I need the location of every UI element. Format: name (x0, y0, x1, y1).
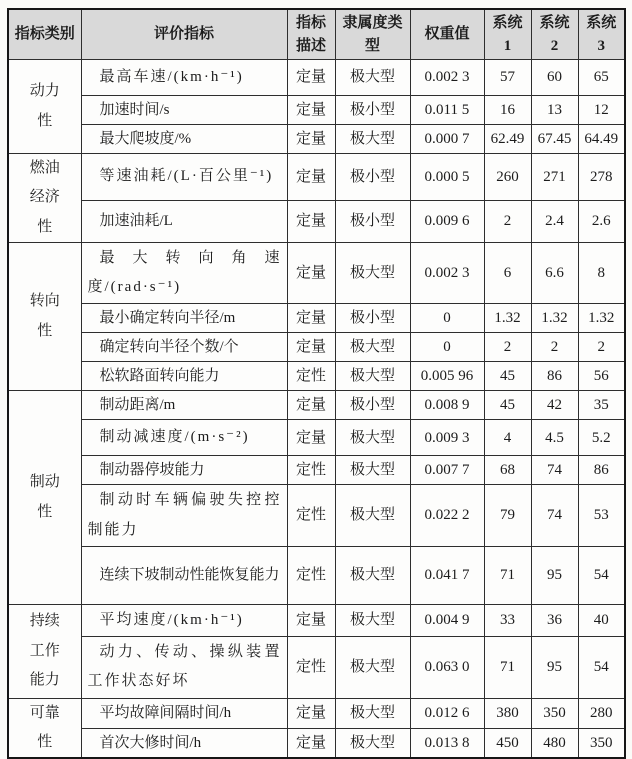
system-1-cell: 16 (484, 96, 531, 125)
desc-cell: 定性 (287, 637, 335, 699)
header-cell-0: 指标类别 (8, 9, 81, 60)
table-container (7, 8, 626, 759)
table-row (8, 485, 625, 547)
system-1-cell: 62.49 (484, 125, 531, 154)
desc-cell: 定量 (287, 420, 335, 456)
system-3-cell: 2 (578, 333, 625, 362)
membership-type-cell: 极小型 (335, 154, 410, 201)
system-1-cell: 33 (484, 604, 531, 636)
category-cell: 可靠性 (8, 698, 81, 758)
system-3-cell: 350 (578, 729, 625, 758)
indicator-cell: 等速油耗/(L·百公里⁻¹) (81, 154, 287, 201)
membership-type-cell: 极大型 (335, 485, 410, 547)
system-3-cell: 54 (578, 546, 625, 604)
system-1-cell: 4 (484, 420, 531, 456)
desc-cell: 定量 (287, 200, 335, 242)
table-body (8, 60, 625, 759)
desc-cell: 定量 (287, 698, 335, 729)
table-header (8, 9, 625, 60)
table-row (8, 242, 625, 304)
system-3-cell: 64.49 (578, 125, 625, 154)
system-3-cell: 86 (578, 456, 625, 485)
system-3-cell: 12 (578, 96, 625, 125)
system-3-cell: 8 (578, 242, 625, 304)
system-1-cell: 79 (484, 485, 531, 547)
system-2-cell: 67.45 (531, 125, 578, 154)
membership-type-cell: 极大型 (335, 729, 410, 758)
weight-cell: 0 (410, 304, 484, 333)
table-row (8, 96, 625, 125)
membership-type-cell: 极大型 (335, 456, 410, 485)
table-row (8, 698, 625, 729)
desc-cell: 定量 (287, 333, 335, 362)
table-row (8, 200, 625, 242)
weight-cell: 0.013 8 (410, 729, 484, 758)
system-3-cell: 65 (578, 60, 625, 96)
desc-cell: 定量 (287, 729, 335, 758)
system-2-cell: 6.6 (531, 242, 578, 304)
system-2-cell: 60 (531, 60, 578, 96)
weight-cell: 0.002 3 (410, 60, 484, 96)
system-2-cell: 480 (531, 729, 578, 758)
system-1-cell: 6 (484, 242, 531, 304)
system-2-cell: 74 (531, 456, 578, 485)
weight-cell: 0.000 5 (410, 154, 484, 201)
system-3-cell: 53 (578, 485, 625, 547)
weight-cell: 0.022 2 (410, 485, 484, 547)
weight-cell: 0.009 6 (410, 200, 484, 242)
category-cell: 动力性 (8, 60, 81, 154)
system-2-cell: 95 (531, 546, 578, 604)
membership-type-cell: 极大型 (335, 546, 410, 604)
system-2-cell: 4.5 (531, 420, 578, 456)
system-2-cell: 13 (531, 96, 578, 125)
header-cell-1: 评价指标 (81, 9, 287, 60)
system-3-cell: 40 (578, 604, 625, 636)
system-1-cell: 260 (484, 154, 531, 201)
weight-cell: 0.007 7 (410, 456, 484, 485)
system-3-cell: 280 (578, 698, 625, 729)
membership-type-cell: 极大型 (335, 125, 410, 154)
table-row (8, 729, 625, 758)
table-row (8, 391, 625, 420)
table-row (8, 420, 625, 456)
system-1-cell: 2 (484, 200, 531, 242)
indicator-cell: 平均速度/(km·h⁻¹) (81, 604, 287, 636)
desc-cell: 定量 (287, 60, 335, 96)
system-2-cell: 95 (531, 637, 578, 699)
indicator-cell: 最大爬坡度/% (81, 125, 287, 154)
system-2-cell: 2 (531, 333, 578, 362)
indicator-cell: 动力、传动、操纵装置工作状态好坏 (81, 637, 287, 699)
desc-cell: 定量 (287, 604, 335, 636)
weight-cell: 0.004 9 (410, 604, 484, 636)
header-cell-2: 指标描述 (287, 9, 335, 60)
system-3-cell: 56 (578, 362, 625, 391)
indicator-cell: 最小确定转向半径/m (81, 304, 287, 333)
table-row (8, 333, 625, 362)
table-row (8, 154, 625, 201)
table-row (8, 125, 625, 154)
desc-cell: 定量 (287, 242, 335, 304)
membership-type-cell: 极大型 (335, 420, 410, 456)
indicator-cell: 制动距离/m (81, 391, 287, 420)
indicator-cell: 制动减速度/(m·s⁻²) (81, 420, 287, 456)
weight-cell: 0.009 3 (410, 420, 484, 456)
weight-cell: 0.008 9 (410, 391, 484, 420)
membership-type-cell: 极大型 (335, 362, 410, 391)
system-2-cell: 2.4 (531, 200, 578, 242)
system-1-cell: 68 (484, 456, 531, 485)
system-1-cell: 450 (484, 729, 531, 758)
system-1-cell: 380 (484, 698, 531, 729)
system-2-cell: 350 (531, 698, 578, 729)
system-3-cell: 2.6 (578, 200, 625, 242)
indicator-cell: 最大转向角速度/(rad·s⁻¹) (81, 242, 287, 304)
weight-cell: 0.005 96 (410, 362, 484, 391)
system-1-cell: 45 (484, 391, 531, 420)
table-row (8, 456, 625, 485)
table-row (8, 304, 625, 333)
system-2-cell: 86 (531, 362, 578, 391)
table-row (8, 604, 625, 636)
table-row (8, 546, 625, 604)
system-1-cell: 57 (484, 60, 531, 96)
system-1-cell: 2 (484, 333, 531, 362)
desc-cell: 定性 (287, 362, 335, 391)
weight-cell: 0.002 3 (410, 242, 484, 304)
system-2-cell: 271 (531, 154, 578, 201)
membership-type-cell: 极大型 (335, 242, 410, 304)
header-cell-4: 权重值 (410, 9, 484, 60)
category-cell: 持续工作能力 (8, 604, 81, 698)
desc-cell: 定性 (287, 485, 335, 547)
system-2-cell: 74 (531, 485, 578, 547)
weight-cell: 0.012 6 (410, 698, 484, 729)
indicator-cell: 加速时间/s (81, 96, 287, 125)
header-cell-6: 系统 2 (531, 9, 578, 60)
membership-type-cell: 极小型 (335, 96, 410, 125)
system-3-cell: 54 (578, 637, 625, 699)
category-cell: 制动性 (8, 391, 81, 605)
system-3-cell: 5.2 (578, 420, 625, 456)
system-2-cell: 1.32 (531, 304, 578, 333)
desc-cell: 定量 (287, 96, 335, 125)
membership-type-cell: 极大型 (335, 60, 410, 96)
indicator-cell: 连续下坡制动性能恢复能力 (81, 546, 287, 604)
weight-cell: 0.041 7 (410, 546, 484, 604)
membership-type-cell: 极小型 (335, 304, 410, 333)
system-1-cell: 45 (484, 362, 531, 391)
system-3-cell: 1.32 (578, 304, 625, 333)
indicator-cell: 首次大修时间/h (81, 729, 287, 758)
indicator-cell: 制动器停坡能力 (81, 456, 287, 485)
table-row (8, 60, 625, 96)
weight-cell: 0.000 7 (410, 125, 484, 154)
category-cell: 转向性 (8, 242, 81, 391)
weight-cell: 0.063 0 (410, 637, 484, 699)
indicator-cell: 制动时车辆偏驶失控控制能力 (81, 485, 287, 547)
membership-type-cell: 极小型 (335, 391, 410, 420)
system-1-cell: 71 (484, 637, 531, 699)
weight-cell: 0.011 5 (410, 96, 484, 125)
indicator-cell: 加速油耗/L (81, 200, 287, 242)
desc-cell: 定量 (287, 304, 335, 333)
system-2-cell: 36 (531, 604, 578, 636)
indicator-cell: 平均故障间隔时间/h (81, 698, 287, 729)
indicator-cell: 确定转向半径个数/个 (81, 333, 287, 362)
indicator-cell: 松软路面转向能力 (81, 362, 287, 391)
category-cell: 燃油经济性 (8, 154, 81, 243)
system-3-cell: 278 (578, 154, 625, 201)
table-row (8, 362, 625, 391)
header-cell-7: 系统 3 (578, 9, 625, 60)
indicator-cell: 最高车速/(km·h⁻¹) (81, 60, 287, 96)
system-1-cell: 1.32 (484, 304, 531, 333)
membership-type-cell: 极大型 (335, 637, 410, 699)
evaluation-table (7, 8, 626, 759)
weight-cell: 0 (410, 333, 484, 362)
membership-type-cell: 极大型 (335, 333, 410, 362)
membership-type-cell: 极大型 (335, 698, 410, 729)
header-cell-3: 隶属度类型 (335, 9, 410, 60)
desc-cell: 定性 (287, 546, 335, 604)
system-3-cell: 35 (578, 391, 625, 420)
desc-cell: 定量 (287, 125, 335, 154)
membership-type-cell: 极大型 (335, 604, 410, 636)
system-1-cell: 71 (484, 546, 531, 604)
membership-type-cell: 极小型 (335, 200, 410, 242)
desc-cell: 定性 (287, 456, 335, 485)
desc-cell: 定量 (287, 154, 335, 201)
table-row (8, 637, 625, 699)
system-2-cell: 42 (531, 391, 578, 420)
header-cell-5: 系统 1 (484, 9, 531, 60)
desc-cell: 定量 (287, 391, 335, 420)
